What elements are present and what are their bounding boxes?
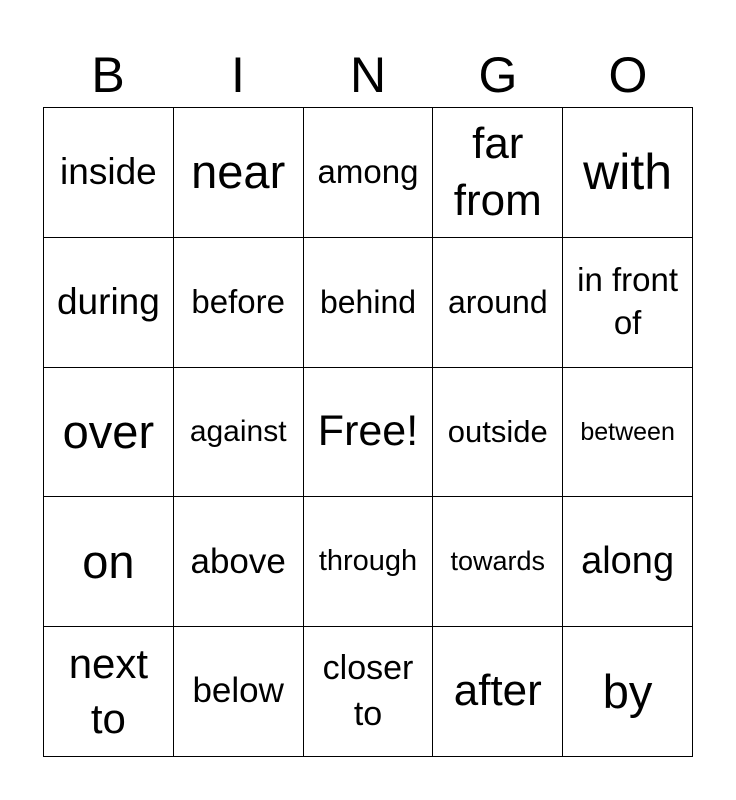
cell-label: during (56, 280, 160, 322)
bingo-cell[interactable] (304, 627, 434, 757)
cell-label: before (191, 283, 285, 321)
bingo-cell[interactable] (563, 497, 693, 627)
bingo-cell[interactable] (44, 238, 174, 368)
cell-label: far from (453, 119, 542, 226)
bingo-cell[interactable] (304, 368, 434, 498)
cell-label: with (583, 143, 673, 200)
bingo-cell[interactable] (304, 238, 434, 368)
cell-label: over (62, 404, 155, 458)
cell-label: closer to (322, 648, 414, 733)
cell-label: after (453, 666, 542, 716)
bingo-cell[interactable] (563, 627, 693, 757)
cell-label: along (581, 539, 675, 582)
header-letter-n: N (349, 47, 387, 103)
bingo-cell[interactable] (563, 108, 693, 238)
bingo-cell[interactable] (174, 108, 304, 238)
bingo-cell[interactable] (433, 238, 563, 368)
bingo-cell[interactable] (563, 368, 693, 498)
cell-label: Free! (317, 407, 419, 456)
bingo-header (43, 45, 693, 105)
bingo-cell[interactable] (174, 368, 304, 498)
cell-label: around (447, 283, 548, 320)
bingo-cell[interactable] (174, 627, 304, 757)
cell-label: next to (68, 640, 149, 742)
header-letter-b: B (91, 47, 125, 103)
bingo-cell[interactable] (174, 497, 304, 627)
cell-label: below (192, 671, 284, 711)
bingo-cell[interactable] (433, 108, 563, 238)
header-letter-o: O (608, 47, 648, 103)
cell-label: between (580, 417, 675, 446)
cell-label: towards (450, 546, 546, 577)
bingo-cell[interactable] (433, 368, 563, 498)
cell-label: by (602, 664, 653, 718)
cell-label: against (189, 414, 287, 448)
bingo-board (43, 107, 693, 757)
header-letter-i: I (231, 47, 245, 103)
bingo-cell[interactable] (304, 497, 434, 627)
bingo-cell[interactable] (304, 108, 434, 238)
bingo-cell[interactable] (44, 627, 174, 757)
cell-label: inside (60, 151, 157, 193)
cell-label: near (191, 145, 286, 199)
cell-label: behind (319, 283, 417, 320)
bingo-cell[interactable] (433, 497, 563, 627)
cell-label: among (317, 153, 419, 191)
cell-label: through (318, 545, 418, 578)
bingo-cell[interactable] (174, 238, 304, 368)
bingo-cell[interactable] (563, 238, 693, 368)
cell-label: above (190, 541, 286, 581)
cell-label: in front of (577, 261, 679, 342)
bingo-cell[interactable] (44, 108, 174, 238)
cell-label: on (82, 534, 135, 588)
bingo-cell[interactable] (44, 497, 174, 627)
cell-label: outside (447, 414, 548, 450)
header-letter-g: G (478, 47, 518, 103)
bingo-cell[interactable] (44, 368, 174, 498)
bingo-cell[interactable] (433, 627, 563, 757)
